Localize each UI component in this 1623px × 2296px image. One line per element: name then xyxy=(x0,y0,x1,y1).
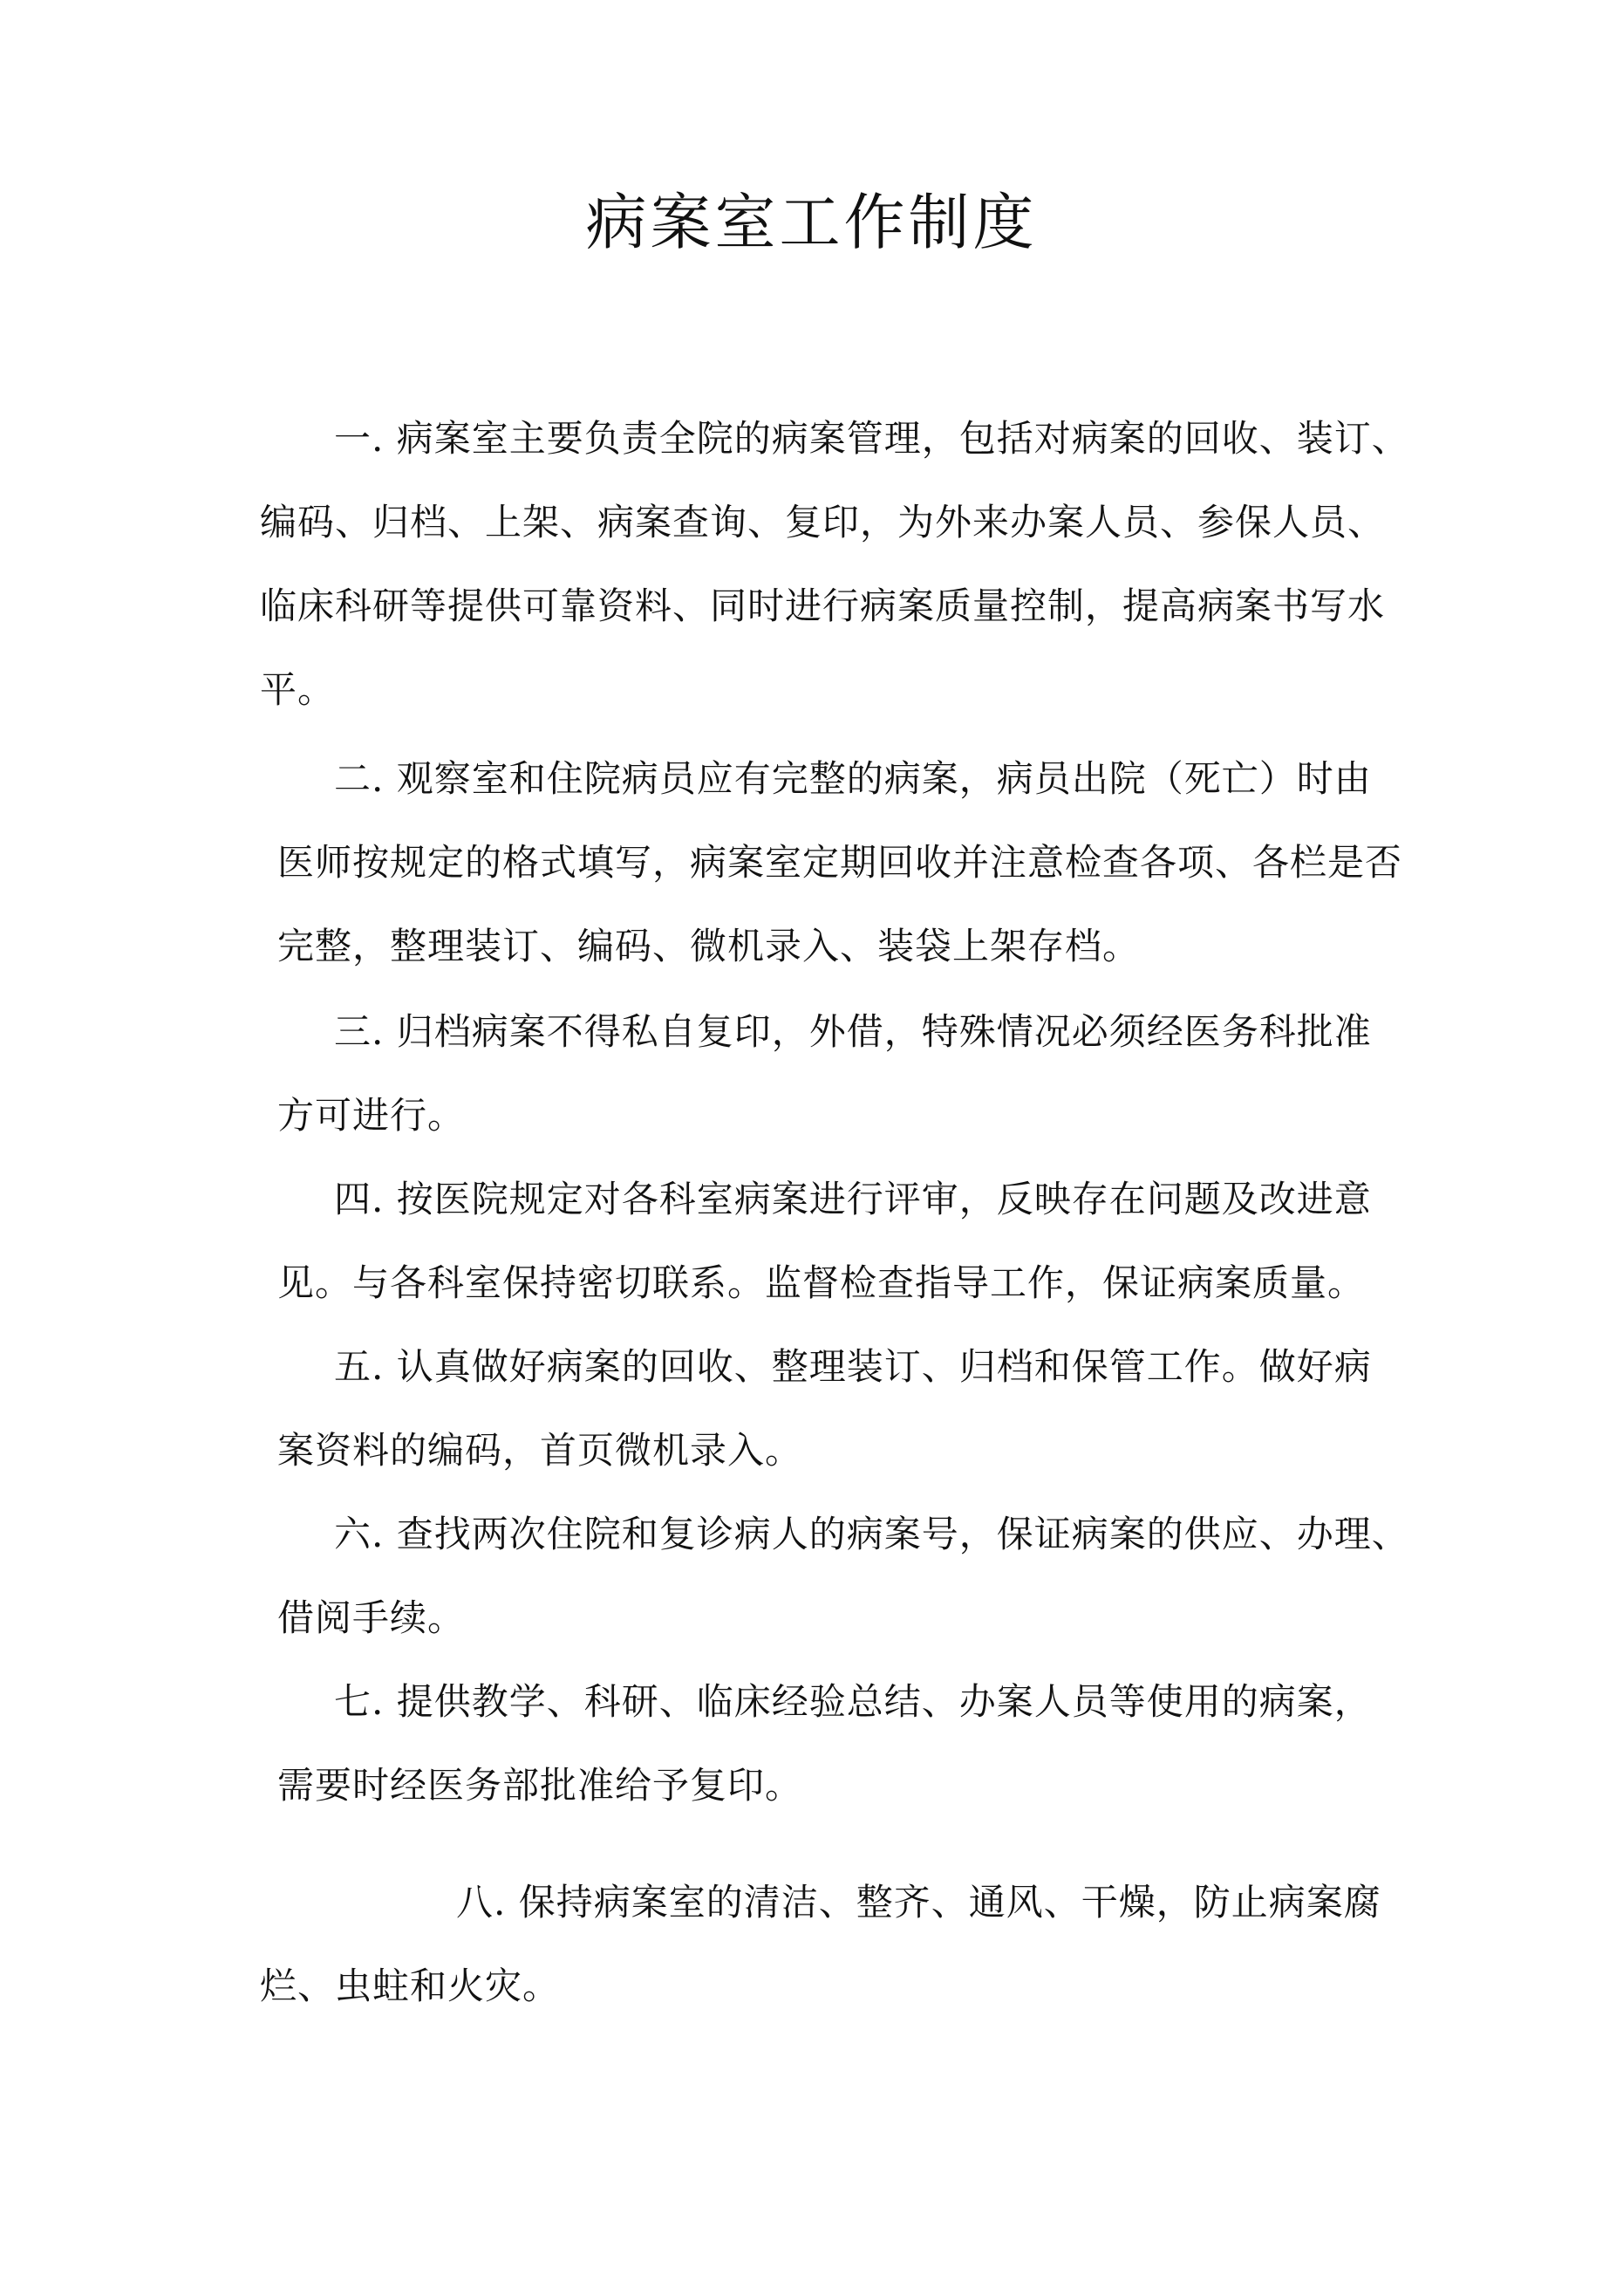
paragraph-2 xyxy=(277,737,1402,988)
paragraph-line: 见。与各科室保持密切联系。监督检查指导工作，保证病案质量。 xyxy=(277,1261,1366,1304)
paragraph-line: 七. 提供教学、科研、临床经验总结、办案人员等使用的病案， xyxy=(334,1680,1372,1723)
paragraph-line: 医师按规定的格式填写，病案室定期回收并注意检查各项、各栏是否 xyxy=(277,841,1403,884)
paragraph-line: 二. 观察室和住院病员应有完整的病案，病员出院（死亡）时由 xyxy=(334,757,1372,800)
paragraph-line: 四. 按医院规定对各科室病案进行评审，反映存在问题及改进意 xyxy=(334,1178,1372,1220)
paragraph-line: 八. 保持病案室的清洁、整齐、通风、干燥，防止病案腐 xyxy=(456,1881,1381,1924)
page-title: 病案室工作制度 xyxy=(585,187,1038,258)
paragraph-line: 编码、归档、上架、病案查询、复印，为外来办案人员、参保人员、 xyxy=(260,501,1386,543)
paragraph-line: 方可进行。 xyxy=(277,1094,466,1137)
paragraph-line: 案资料的编码，首页微机录入。 xyxy=(277,1429,803,1472)
paragraph-line: 烂、虫蛀和火灾。 xyxy=(260,1965,561,2007)
paragraph-6 xyxy=(277,1493,1409,1660)
paragraph-line: 借阅手续。 xyxy=(277,1596,466,1639)
paragraph-line: 六. 查找两次住院和复诊病人的病案号，保证病案的供应、办理、 xyxy=(334,1513,1409,1555)
paragraph-line: 五. 认真做好病案的回收、整理装订、归档和保管工作。做好病 xyxy=(334,1345,1372,1388)
paragraph-5 xyxy=(277,1325,1372,1493)
paragraph-7 xyxy=(277,1660,1372,1828)
paragraph-1 xyxy=(260,397,1409,732)
paragraph-line: 完整，整理装订、编码、微机录入、装袋上架存档。 xyxy=(277,925,1141,967)
paragraph-8 xyxy=(260,1861,1381,2028)
paragraph-3 xyxy=(277,990,1372,1158)
paragraph-line: 临床科研等提供可靠资料、同时进行病案质量控制，提高病案书写水 xyxy=(260,584,1386,627)
paragraph-4 xyxy=(277,1158,1372,1325)
paragraph-line: 三. 归档病案不得私自复印，外借，特殊情况必须经医务科批准 xyxy=(334,1010,1372,1053)
paragraph-line: 平。 xyxy=(260,668,336,711)
paragraph-line: 一. 病案室主要负责全院的病案管理，包括对病案的回收、装订、 xyxy=(334,417,1409,460)
paragraph-line: 需要时经医务部批准给予复印。 xyxy=(277,1764,803,1807)
